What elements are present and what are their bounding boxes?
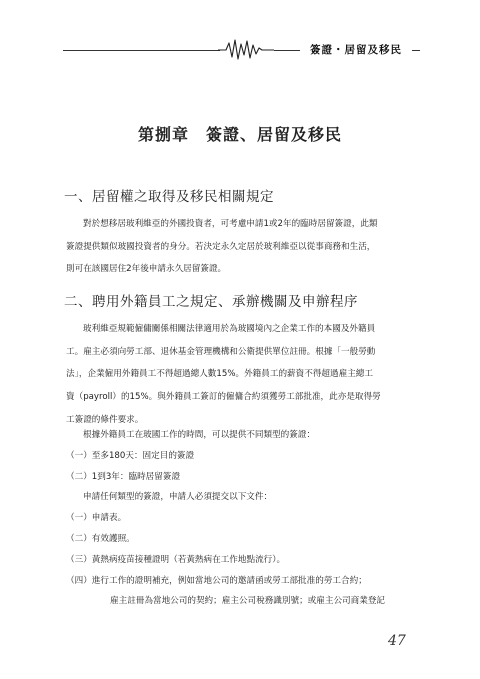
chapter-title: 第捌章 簽證、居留及移民: [137, 125, 342, 144]
header-rule-left: [63, 50, 220, 51]
section-heading-2: 二、聘用外籍員工之規定、承辦機關及申辦程序: [64, 294, 358, 310]
page-number: 47: [388, 633, 406, 649]
paragraph-line: 對於想移居玻利維亞的外國投資者，可考慮申請1或2年的臨時居留簽證，此類: [83, 219, 378, 229]
paragraph-line: 簽證提供類似玻國投資者的身分。若決定永久定居於玻利維亞以從事商務和生活，: [66, 241, 376, 252]
list-item: （一）至多180天：固定目的簽證: [66, 450, 195, 461]
list-item: （一）申請表。: [66, 513, 127, 524]
list-item: （二）有效護照。: [66, 533, 135, 544]
paragraph-line: 玻利維亞規範僱傭關係相關法律適用於為玻國境內之企業工作的本國及外籍員: [83, 324, 376, 334]
visa-list: [66, 425, 416, 612]
list-item: 申請任何類型的簽證，申請人必須提交以下文件：: [83, 492, 273, 503]
running-title: 簽證・居留及移民: [300, 43, 412, 57]
paragraph-line: 法」，企業僱用外籍員工不得超過總人數15%。外籍員工的薪資不得超過雇主總工: [66, 369, 373, 380]
list-item: 根據外籍員工在玻國工作的時間，可以提供不同類型的簽證：: [83, 430, 316, 440]
section-2-paragraph: [66, 318, 416, 432]
section-heading-1: 一、居留權之取得及移民相關規定: [64, 189, 274, 205]
paragraph-line: 資（payroll）的15%。與外籍員工簽訂的僱傭合約須獲勞工部批准，此亦是取得勞: [66, 392, 381, 403]
list-item: （四）進行工作的證明補充，例如當地公司的邀請函或勞工部批准的勞工合約；: [66, 575, 367, 586]
paragraph-line: 工簽證的條件要求。: [66, 414, 144, 425]
section-1-paragraph: [66, 213, 416, 281]
list-item: 雇主註冊為當地公司的契約；雇主公司稅務識別號；或雇主公司商業登記: [110, 596, 386, 607]
paragraph-line: 則可在該國居住2年後申請永久居留簽證。: [66, 264, 227, 275]
list-item: （二）1到3年：臨時居留簽證: [66, 471, 181, 482]
list-item: （三）黃熱病疫苗接種證明（若黃熱病在工作地點流行）。: [66, 554, 286, 565]
paragraph-line: 工。雇主必須向勞工部、退休基金管理機構和公衛提供單位註冊。根據「一般勞動: [66, 346, 376, 357]
heartbeat-wave-icon: [218, 38, 274, 60]
